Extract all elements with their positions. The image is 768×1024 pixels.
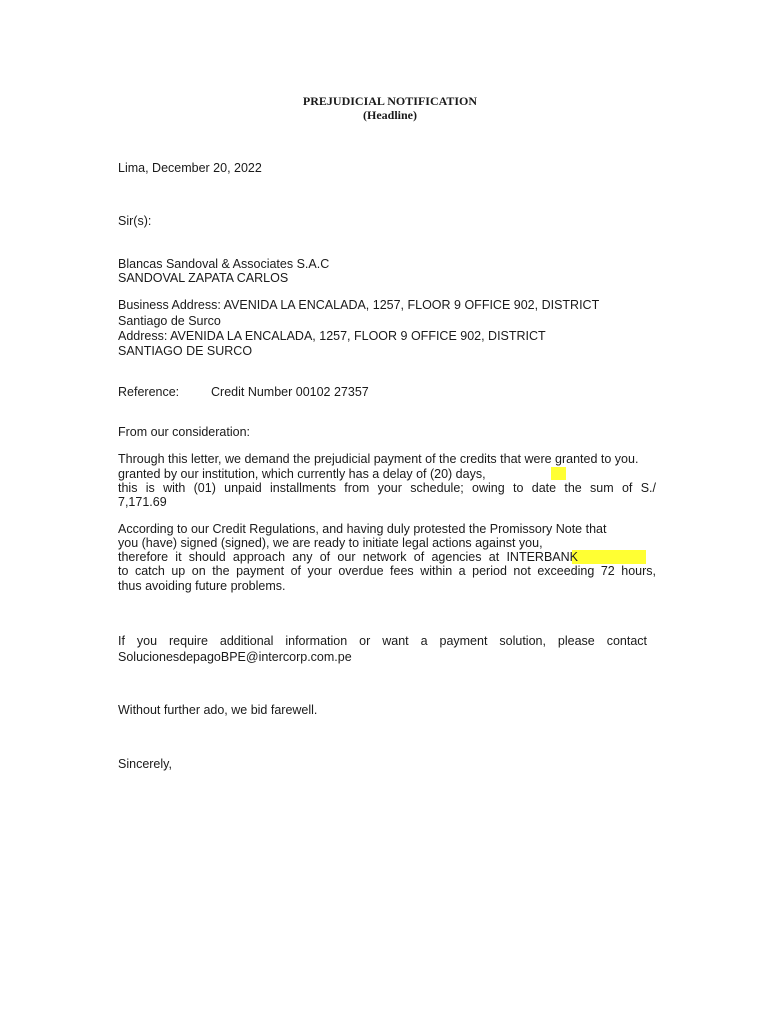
closing-line: Sincerely, — [118, 757, 172, 771]
highlight-mark — [551, 467, 566, 480]
letter-subtitle: (Headline) — [363, 108, 417, 122]
business-address-line2: Santiago de Surco — [118, 314, 221, 328]
salutation: Sir(s): — [118, 214, 152, 228]
letter-title: PREJUDICIAL NOTIFICATION — [302, 94, 478, 108]
paragraph2-line4: to catch up on the payment of your overdue fees within a period not exceeding 72 hours, — [118, 564, 656, 578]
reference-value: Credit Number 00102 27357 — [211, 385, 369, 399]
paragraph1-line4: 7,171.69 — [118, 495, 167, 509]
paragraph1-line1: Through this letter, we demand the prejudicial payment of the credits that were granted to you. — [118, 452, 639, 466]
recipient-person: SANDOVAL ZAPATA CARLOS — [118, 271, 289, 285]
contact-line1: If you require additional information or want a payment solution, please contact — [118, 634, 647, 648]
paragraph1-line2: granted by our institution, which currently has a delay of (20) days, — [118, 467, 486, 481]
farewell-line: Without further ado, we bid farewell. — [118, 703, 318, 717]
recipient-company: Blancas Sandoval & Associates S.A.C — [118, 257, 330, 271]
paragraph2-line3: therefore it should approach any of our network of agencies at INTERBANK — [118, 550, 578, 564]
address-line2: SANTIAGO DE SURCO — [118, 344, 253, 358]
date-line: Lima, December 20, 2022 — [118, 161, 262, 175]
contact-email: SolucionesdepagoBPE@intercorp.com.pe — [118, 650, 352, 664]
business-address-line1: Business Address: AVENIDA LA ENCALADA, 1257, FLOOR 9 OFFICE 902, DISTRICT — [118, 298, 600, 312]
paragraph1-line3: this is with (01) unpaid installments from your schedule; owing to date the sum of S./ — [118, 481, 656, 495]
paragraph2-line5: thus avoiding future problems. — [118, 579, 286, 593]
reference-label: Reference: — [118, 385, 180, 399]
opening-line: From our consideration: — [118, 425, 251, 439]
highlight-mark — [572, 550, 646, 564]
letter-heading — [0, 94, 768, 122]
paragraph2-line1: According to our Credit Regulations, and having duly protested the Promissory Note that — [118, 522, 607, 536]
paragraph2-line2: you (have) signed (signed), we are ready to initiate legal actions against you, — [118, 536, 543, 550]
address-line1: Address: AVENIDA LA ENCALADA, 1257, FLOOR 9 OFFICE 902, DISTRICT — [118, 329, 546, 343]
